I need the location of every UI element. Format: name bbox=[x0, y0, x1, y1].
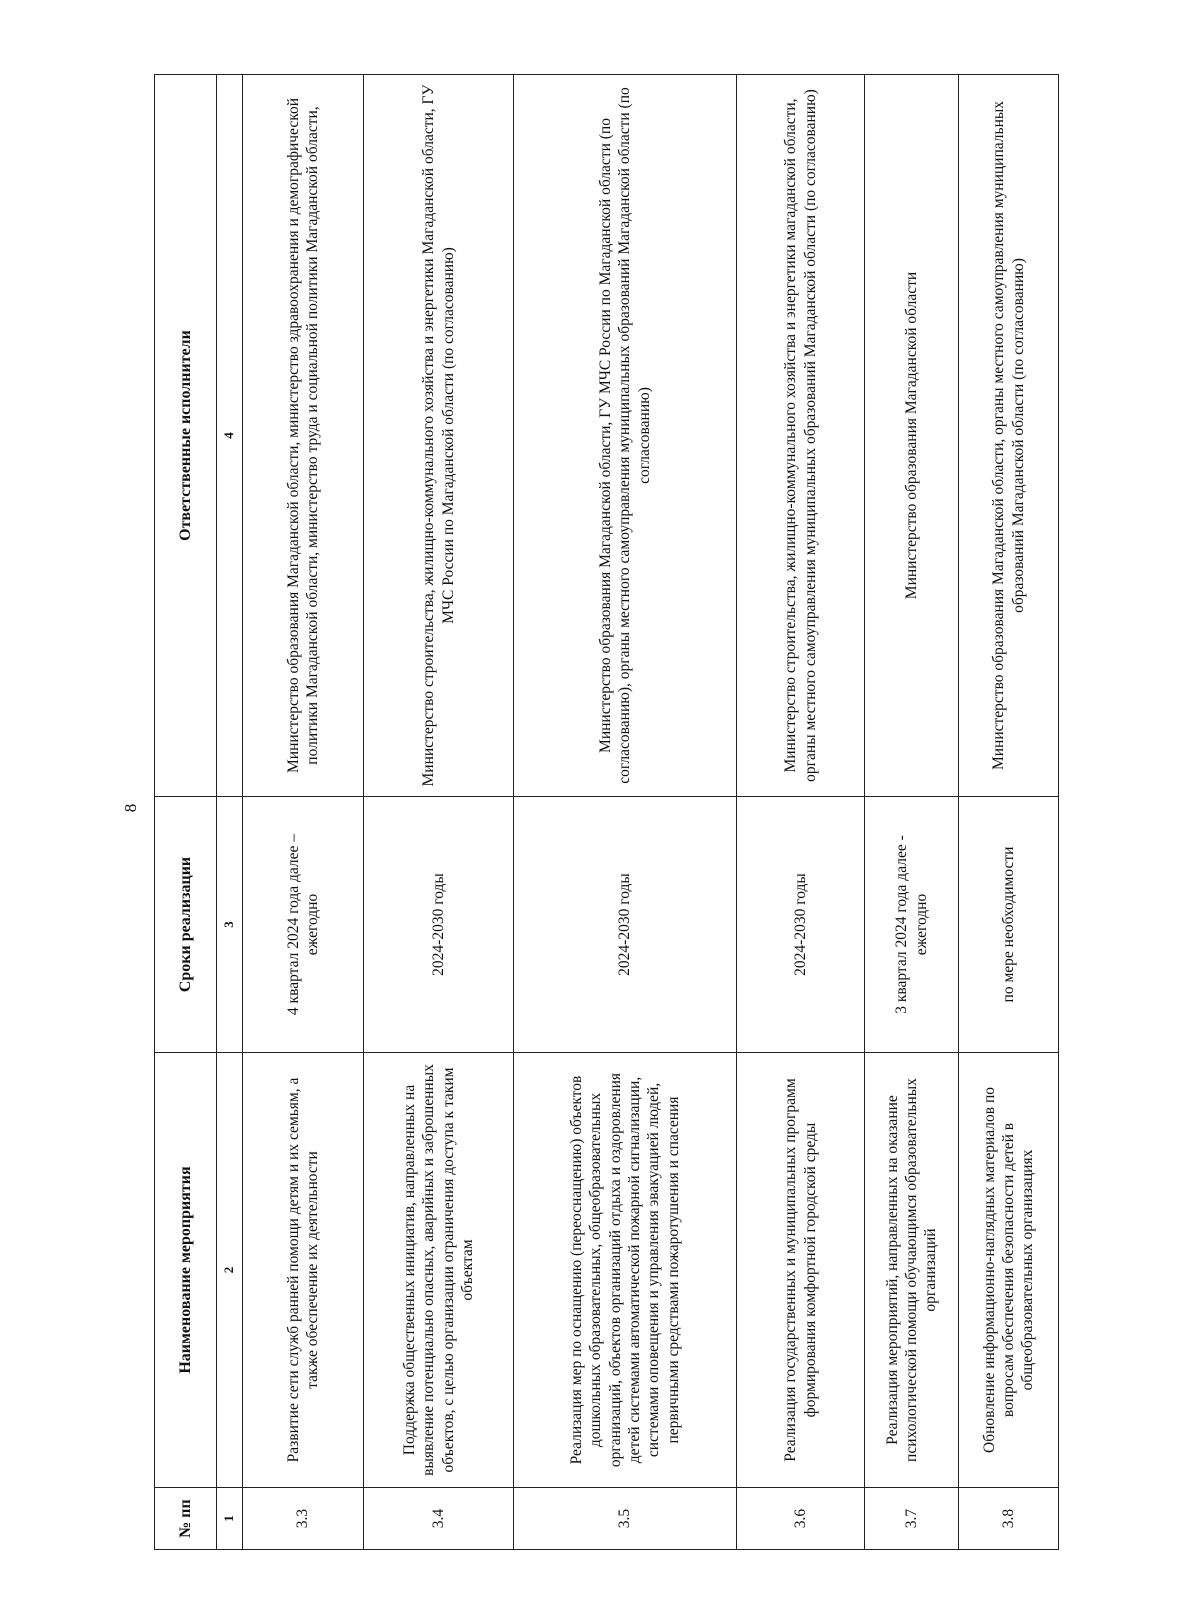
rotated-table-sheet bbox=[154, 75, 1059, 1550]
event-term: 3 квартал 2024 года далее - ежегодно bbox=[864, 797, 958, 1053]
row-number: 3.4 bbox=[364, 1488, 514, 1550]
event-name: Развитие сети служб ранней помощи детям и их семьям, а также обеспечение их деятельности bbox=[243, 1053, 364, 1488]
event-executors: Министерство строительства, жилищно-коммунального хозяйства и энергетики Магаданской области, ГУ МЧС России по Магаданской области (по согласованию) bbox=[364, 75, 514, 797]
event-name: Реализация мер по оснащению (переоснащению) объектов дошкольных образовательных, общеобразовательных организаций, объектов организаций отдыха и оздоровления детей системами автоматической пожарной сигнализации, системами оповещения и управления эвакуацией людей, первичными средствами пожаротушения и спасения bbox=[513, 1053, 736, 1488]
header-event-name: Наименование мероприятия bbox=[155, 1053, 217, 1488]
column-number: 1 bbox=[217, 1488, 243, 1550]
event-name: Реализация мероприятий, направленных на оказание психологической помощи обучающимся образовательных организаций bbox=[864, 1053, 958, 1488]
header-term: Сроки реализации bbox=[155, 797, 217, 1053]
table-row bbox=[864, 75, 958, 1550]
column-number: 3 bbox=[217, 797, 243, 1053]
action-plan-table bbox=[154, 74, 1059, 1550]
event-executors: Министерство образования Магаданской области, министерство здравоохранения и демографической политики Магаданской области, министерство труда и социальной политики Магаданской области, bbox=[243, 75, 364, 797]
event-term: 4 квартал 2024 года далее – ежегодно bbox=[243, 797, 364, 1053]
column-number: 4 bbox=[217, 75, 243, 797]
row-number: 3.3 bbox=[243, 1488, 364, 1550]
table-row bbox=[513, 75, 736, 1550]
event-name: Реализация государственных и муниципальных программ формирования комфортной городской среды bbox=[737, 1053, 865, 1488]
event-name: Поддержка общественных инициатив, направленных на выявление потенциально опасных, аварийных и заброшенных объектов, с целью организации ограничения доступа к таким объектам bbox=[364, 1053, 514, 1488]
column-number: 2 bbox=[217, 1053, 243, 1488]
event-executors: Министерство строительства, жилищно-коммунального хозяйства и энергетики магаданской области, органы местного самоуправления муниципальных образований Магаданской области (по согласованию) bbox=[737, 75, 865, 797]
column-number-row bbox=[217, 75, 243, 1550]
event-executors: Министерство образования Магаданской области, ГУ МЧС России по Магаданской области (по согласованию), органы местного самоуправления муниципальных образований Магаданской области (по согласованию) bbox=[513, 75, 736, 797]
table-header-row bbox=[155, 75, 217, 1550]
table-row bbox=[959, 75, 1059, 1550]
event-term: 2024-2030 годы bbox=[364, 797, 514, 1053]
table-row bbox=[364, 75, 514, 1550]
event-term: 2024-2030 годы bbox=[737, 797, 865, 1053]
table-row bbox=[243, 75, 364, 1550]
event-term: 2024-2030 годы bbox=[513, 797, 736, 1053]
event-name: Обновление информационно-наглядных материалов по вопросам обеспечения безопасности детей в общеобразовательных организациях bbox=[959, 1053, 1059, 1488]
row-number: 3.8 bbox=[959, 1488, 1059, 1550]
row-number: 3.5 bbox=[513, 1488, 736, 1550]
table-row bbox=[737, 75, 865, 1550]
row-number: 3.6 bbox=[737, 1488, 865, 1550]
event-term: по мере необходимости bbox=[959, 797, 1059, 1053]
page-number: 8 bbox=[121, 803, 140, 813]
header-executors: Ответственные исполнители bbox=[155, 75, 217, 797]
row-number: 3.7 bbox=[864, 1488, 958, 1550]
event-executors: Министерство образования Магаданской области, органы местного самоуправления муниципальных образований Магаданской области (по согласованию) bbox=[959, 75, 1059, 797]
event-executors: Министерство образования Магаданской области bbox=[864, 75, 958, 797]
header-number: № пп bbox=[155, 1488, 217, 1550]
